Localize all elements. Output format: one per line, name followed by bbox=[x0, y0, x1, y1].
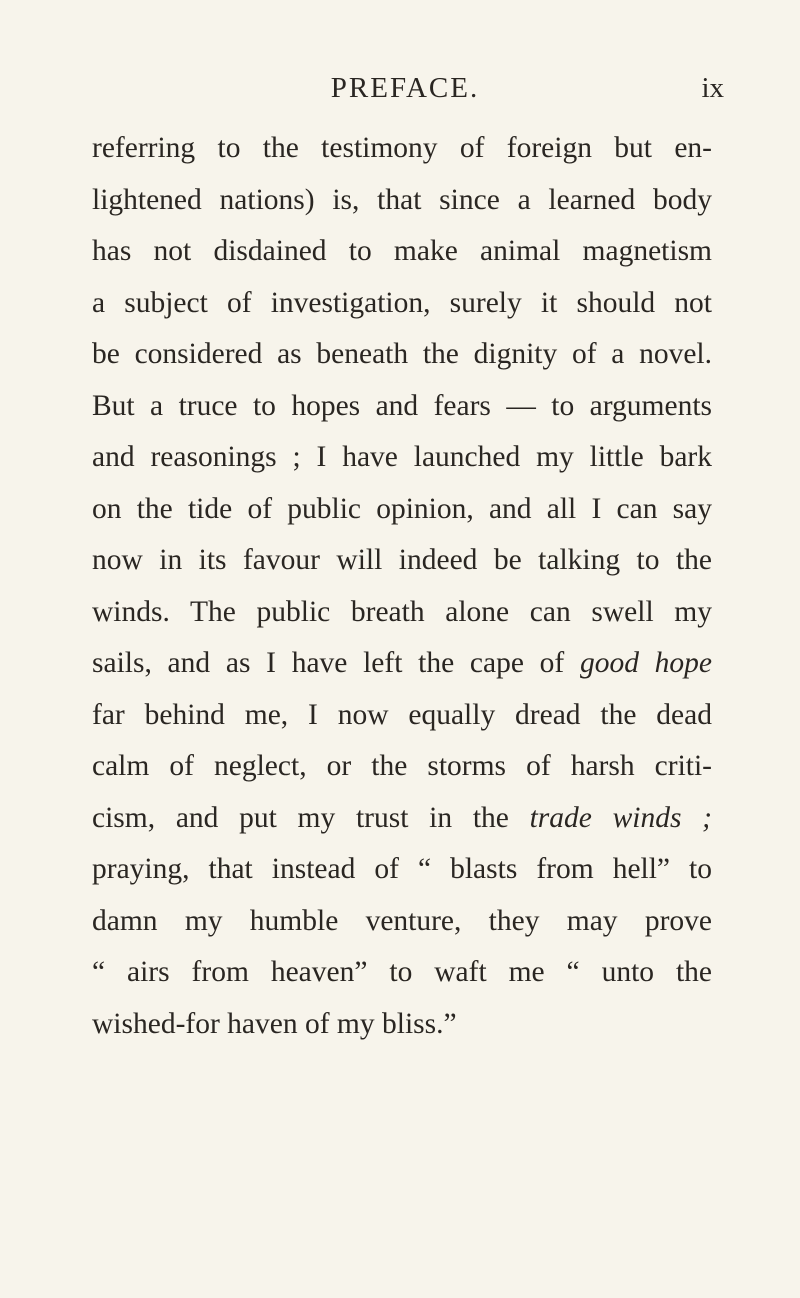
text-line: referring to the testimony of foreign but en- bbox=[92, 132, 712, 164]
text-line: lightened nations) is, that since a learned body bbox=[92, 183, 712, 216]
page-number: ix bbox=[701, 72, 724, 104]
text-line: “ airs from heaven” to waft me “ unto the bbox=[92, 956, 712, 988]
text-segment: sails, and as I have left the cape of bbox=[92, 647, 565, 679]
text-line: be considered as beneath the dignity of a novel. bbox=[92, 338, 712, 370]
text-line bbox=[92, 793, 712, 845]
text-line: calm of neglect, or the storms of harsh criti- bbox=[92, 750, 712, 782]
text-line: and reasonings ; I have launched my little bark bbox=[92, 441, 712, 473]
text-line: damn my humble venture, they may prove bbox=[92, 904, 712, 937]
preface-text bbox=[92, 123, 712, 1050]
text-line: has not disdained to make animal magnetism bbox=[92, 235, 712, 267]
text-line: far behind me, I now equally dread the dead bbox=[92, 698, 712, 731]
text-line: winds. The public breath alone can swell my bbox=[92, 595, 712, 628]
running-title: PREFACE. bbox=[330, 72, 480, 104]
italic-phrase: trade winds ; bbox=[529, 801, 713, 834]
running-head bbox=[90, 72, 724, 112]
text-line: now in its favour will indeed be talking to the bbox=[92, 544, 712, 576]
text-line: But a truce to hopes and fears — to arguments bbox=[92, 389, 712, 422]
text-line bbox=[92, 638, 712, 690]
text-line: a subject of investigation, surely it should not bbox=[92, 286, 712, 319]
text-line: wished-for haven of my bliss.” bbox=[92, 1007, 457, 1040]
text-line: praying, that instead of “ blasts from hell” to bbox=[92, 853, 712, 885]
text-line: on the tide of public opinion, and all I can say bbox=[92, 492, 712, 525]
italic-phrase: good hope bbox=[579, 647, 713, 679]
text-segment: cism, and put my trust in the bbox=[92, 801, 509, 834]
